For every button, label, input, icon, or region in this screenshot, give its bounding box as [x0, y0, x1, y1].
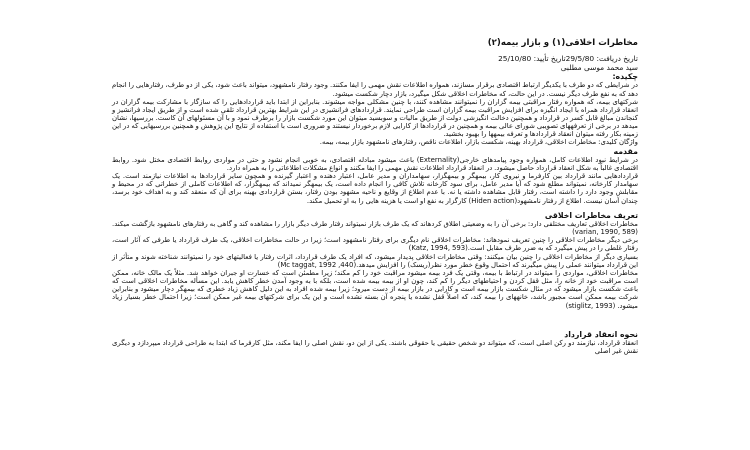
paragraph: قراردادهایی مانند قرارداد بین کارفرما و نیروی کار، بیمهگر و بیمهگزار، سهامداران و مدیر عامل، اعتبار دهنده و اعتبار گیرنده و همچون سایر قراردادها به اطلاعات نیازمند است. یک سهامدار کارخانه، نمیتواند مطلع شود که آیا مدیر عامل، برای سود کارخانه تلاش کافی را انجام داده است، یک بیمهگر نمیداند که بیمهگزار، که اطلاعات کاملی از خطراتی که در محیط و مقابلش وجود دارد را داشته است، رفتار قابل مشاهده داشته یا نه. با عدم اطلاع از وقایع و ناحیه مشهود بودن رفتار، بستن قراردادی بهینه برای آن که منعقد کند و به اهداف خود برسد، چندان آسان نیست. اطلاع از رفتار نامشهود(Hiden action) کارگزار به نفع او است یا هزینه هایی را به او تحمیل مکند. — [112, 172, 638, 205]
paragraph: بسیاری دیگر از مخاطرات اخلاقی را چنین بیان میکنند: وقتی مخاطرات اخلاقی پدیدار میشود، که افراد یک طرف قرارداد، اثرات رفتار یا فعالیتهای خود را نمیتوانند شناخته شوند و متأثر از این قرارداد میتوانند عملی را پیش میگیرند که احتمال وقوع خطر مورد نظر(ریسک) را افزایش میدهد.(Mc taggat, 1992 ,440) — [112, 252, 638, 269]
document-title: مخاطرات اخلاقی(١) و بازار بیمه(٢) — [487, 38, 638, 48]
paragraph: در شرایط نبود اطلاعات کامل، همواره وجود پیامدهای خارجی(Externality) باعث میشود مبادله اقتصادی، به خوبی انجام نشود و حتی در مواردی روابط اقتصادی مختل شود. روابط اقتصادی غالباً به شکل انعقاد قرارداد حاصل میشود. در انعقاد قرارداد اطلاعات نقش مهمی را ایفا مکنند و انواع مشکلات اطلاعاتی را به همراه دارد. — [112, 155, 638, 172]
section-heading-contract: نحوه انعقاد قرارداد — [564, 329, 638, 339]
paragraph: برخی دیگر مخاطرات اخلاقی را چنین تعریف نمودهاند: مخاطرات اخلاقی نام دیگری برای رفتار نامشهود است؛ زیرا در حالت مخاطرات اخلاقی، یک طرف قرارداد یا طرفی که آثار است، رفتار غلطی را در پیش میگیرد که به ضرر طرف مقابل است.(Katz, 1994, 593) — [112, 236, 638, 253]
document-dates: تاریخ دریافت: 29/5/80تاریخ تأیید: 25/10/80 — [498, 54, 638, 63]
paragraph: در شرایطی که دو طرف با یکدیگر ارتباط اقتصادی برقرار مسازند، همواره اطلاعات نقش مهمی را ایفا مکنند. وجود رفتار نامشهود، میتواند باعث شود، یکی از دو طرف، رفتارهایی را انجام دهد که به نفع طرف دیگر نیست. در این حالت، که مخاطرات اخلاقی شکل میگیرد، بازار دچار شکست میشود. — [112, 81, 638, 98]
paragraph: انعقاد قرارداد، نیازمند دو رکن اصلی است، که میتواند دو شخص حقیقی یا حقوقی باشند. یکی از این دو، نقش اصلی را ایفا مکند، مثل کارفرما که ابتدا به طراحی قرارداد میپردازد و دیگری نقش غیر اصلی — [112, 338, 638, 356]
paragraph: شرکتهای بیمه، که همواره رفتار مراقبتی بیمه گزاران را نمیتوانند مشاهده کنند، با چنین مشکلی مواجه میشوند. بنابراین از ابتدا باید قراردادهایی را که سازگار با مشارکت بیمه گزاران در انعقاد قرارداد همراه با ایجاد انگیزه برای افزایش مراقبت بیمه گزاران است طراحی نمایند. قراردادهای فرانشیزی در این شرایط بهترین قرارداد تلقی شده است و از طریق ایجاد فرانشیز و کنجاندن مبالغ قابل کسر در قرارداد و همچنین دخالت انگیزشی دولت از طریق مالیات و سوبسید میتوان این مورد شکست بازار را برطرف نمود و با آن مسئولهای آن کاست. بررسیها، نشان میدهد در برخی از تعرفههای تصویبی شورای عالی بیمه و همچنین در قراردادها از کارایی لازم برخوردار نیستند و ضروری است با استفاده از نتایج این پژوهش و همچنین بررسیهایی که در این زمینه بکار رفته میتوان انعقاد قراردادها و تعرفه بیمهها را بهبود بخشید. — [112, 97, 638, 139]
section-heading-definition: تعریف مخاطرات اخلاقی — [544, 210, 638, 220]
section-heading-introduction: مقدمه — [613, 146, 638, 156]
keywords-paragraph: واژگان کلیدی: مخاطرات اخلاقی، قرارداد بهینه، شکست بازار، اطلاعات ناقص، رفتارهای نامشهود بازار بیمه، بیمه. — [319, 138, 638, 147]
paragraph: مخاطرات اخلاقی، مواردی را میتواند در ارتباط با بیمه، وقتی یک فرد بیمه میشود مراقبت خود را کم مکند؛ زیرا مطمئن است که خسارت او جبران خواهد شد. مثلاً یک مالک خانه، ممکن است مراقبت خود از خانه را، مثل قفل کردن و احتیاطهای دیگر را کم کند، چون او از بیمه بیمه شده است، بلکه با به وجود آمدن خطر کاهش یابد. این مسأله مخاطرات اخلاقی است که باعث شکست بازار میشود که در مثال شکست بازار بیمه است و کارایی در بازار بیمه از دست میرود؛ زیرا بیمه شده افراد به این دلیل کاهش زیاد خطری که بیمهگر دچار میشود و بنابراین شرکت بیمه ممکن است مجبور باشد، خانههای را بیمه کند، که اصلاً قفل نشده یا پنجره آن بسته نشده است و این یک برای شرکتهای بیمه غیر ممکن است؛ زیرا احتمال خطر بسیار زیاد میشود. (stiglitz, 1993) — [112, 268, 638, 310]
document-author: سید محمد موسی مطلبی — [560, 62, 638, 72]
section-heading-abstract: چکیده: — [612, 72, 638, 82]
paragraph: مخاطرات اخلاقی تعاریف مختلفی دارد: برخی آن را به وضعیتی اطلاق کردهاند که یک طرف بازار نمیتواند رفتار طرف دیگر بازار را مشاهده کند و گاهی به رفتارهای نامشهود بازگشت میکند.(varian, 1990, 589) — [112, 219, 638, 237]
